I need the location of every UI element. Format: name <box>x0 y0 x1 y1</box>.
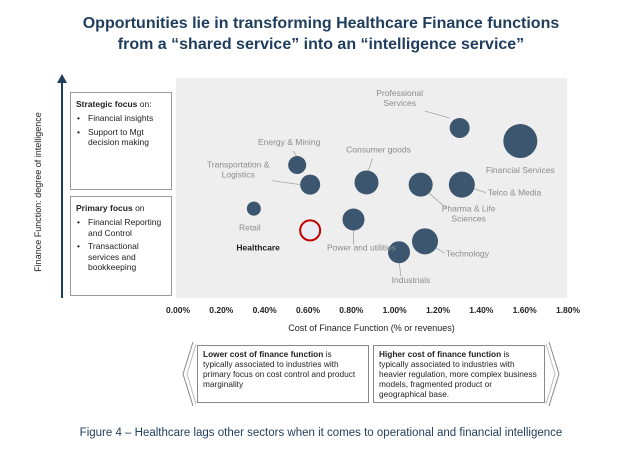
bubble-telco-media <box>449 172 475 198</box>
x-tick-label: 1.40% <box>469 305 494 315</box>
bubble-label: Consumer goods <box>346 144 411 155</box>
bubble-label: Energy & Mining <box>257 137 321 148</box>
x-tick-label: 0.20% <box>209 305 234 315</box>
bubble-professional-services <box>450 118 470 138</box>
primary-focus-suffix: on <box>132 203 145 213</box>
primary-focus-item: • Transactional services and bookkeeping <box>76 241 167 273</box>
higher-cost-text: is typically associated to industries with heavier regulation, more complex business models, fragmented product or geographical base. <box>379 349 537 399</box>
lower-cost-text: is typically associated to industries with primary focus on cost control and product marginality <box>203 349 356 389</box>
bubble-label: Technology <box>446 248 490 259</box>
x-tick-label: 0.00% <box>165 305 191 315</box>
lower-cost-box <box>197 345 369 403</box>
strategic-focus-suffix: on: <box>137 99 152 109</box>
bubble-energy-mining <box>288 156 306 174</box>
bubble-label: Healthcare <box>236 242 280 253</box>
strategic-focus-item: • Financial insights <box>76 113 167 124</box>
leader-line <box>369 158 373 170</box>
bubble-power-and-utilities <box>343 209 365 231</box>
x-tick-label: 0.80% <box>339 305 364 315</box>
bubble-healthcare <box>300 220 320 240</box>
figure-caption: Figure 4 – Healthcare lags other sectors when it comes to operational and financial intelligence <box>79 427 563 439</box>
chart-title-line2: from a “shared service” into an “intelligence service” <box>117 36 525 53</box>
bubble-label: Professional Services <box>376 87 424 108</box>
bubble-pharma-life-sciences <box>409 173 433 197</box>
bubble-label: Retail <box>238 222 261 233</box>
higher-cost-box <box>373 345 545 403</box>
leader-line <box>425 111 450 118</box>
leader-line <box>435 247 445 253</box>
x-tick-label: 1.20% <box>425 305 451 315</box>
primary-focus-item: • Financial Reporting and Control <box>76 217 167 238</box>
bubble-label: Industrials <box>391 275 431 286</box>
leader-line <box>399 262 401 276</box>
bubble-technology <box>412 228 438 254</box>
primary-focus-label: Primary focus <box>76 203 133 213</box>
y-axis-label: Finance Function: degree of intelligence <box>33 112 43 272</box>
bubble-consumer-goods <box>355 170 379 194</box>
lower-cost-heading: Lower cost of finance function <box>203 349 324 359</box>
bubble-transportation-logistics <box>300 175 320 195</box>
bubble-label: Telco & Media <box>487 187 542 198</box>
left-chevron-inner-icon <box>187 344 196 404</box>
x-tick-label: 0.40% <box>252 305 277 315</box>
right-chevron-icon <box>549 342 559 406</box>
leader-line <box>272 181 300 185</box>
strategic-focus-item: • Support to Mgt decision making <box>76 127 167 148</box>
higher-cost-heading: Higher cost of finance function <box>379 349 502 359</box>
bubble-label: Pharma & Life Sciences <box>441 203 496 224</box>
x-axis-label: Cost of Finance Function (% or revenues) <box>288 323 455 333</box>
left-chevron-icon <box>183 342 193 406</box>
bubble-label: Financial Services <box>485 165 555 176</box>
leader-line <box>474 189 486 193</box>
bubble-label: Power and utilities <box>327 242 396 253</box>
x-tick-label: 1.60% <box>512 305 537 315</box>
x-tick-label: 1.00% <box>382 305 407 315</box>
strategic-focus-label: Strategic focus <box>76 99 138 109</box>
bubble-label: Transportation & Logistics <box>206 159 270 180</box>
bubble-retail <box>247 202 261 216</box>
x-tick-label: 1.80% <box>555 305 581 315</box>
bubble-financial-services <box>503 124 537 158</box>
x-tick-label: 0.60% <box>295 305 321 315</box>
chart-title-line1: Opportunities lie in transforming Healthcare Finance functions <box>82 15 560 32</box>
right-chevron-inner-icon <box>546 344 555 404</box>
